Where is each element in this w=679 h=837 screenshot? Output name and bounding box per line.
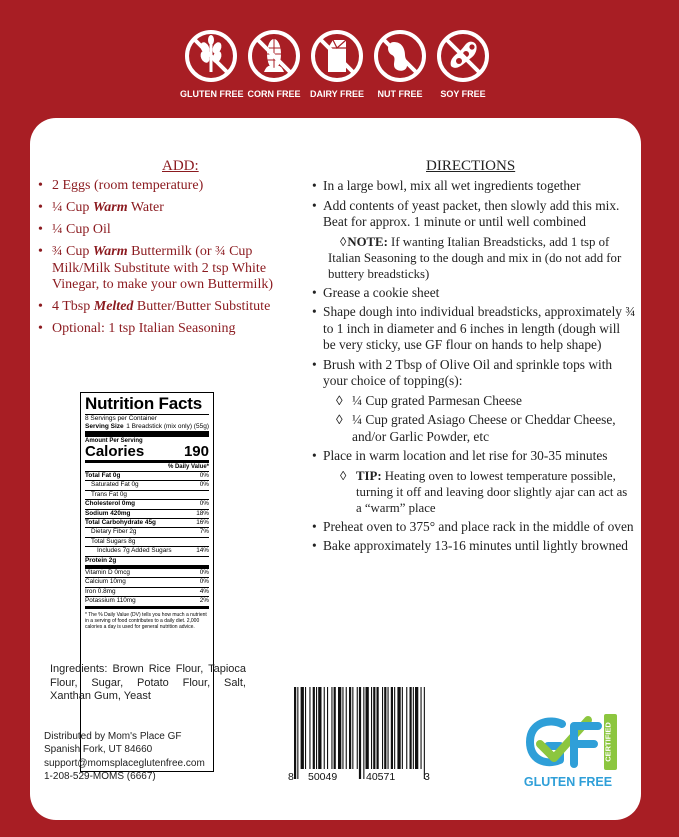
nutrient-row [85,519,209,528]
allergen-soy-free [432,28,494,99]
nutrient-row [85,597,209,608]
add-item-text: Butter/Butter Substitute [133,299,271,314]
add-item [38,299,293,316]
tip-label: TIP: [356,468,382,483]
direction-step: • Grease a cookie sheet [312,285,636,302]
gluten-free-caption: GLUTEN FREE [524,775,613,789]
label-card [30,118,641,820]
serving-size-label: Serving Size [85,423,124,430]
calories-label: Calories [85,443,145,460]
add-item-emphasis: Warm [92,200,128,215]
allergen-gluten-free [180,28,242,99]
nutrient-dv: 14% [196,547,209,555]
nutrient-dv: 4% [199,587,209,595]
nutrient-label: Sodium 420mg [85,509,131,517]
barcode-icon [286,687,434,803]
add-item-text: Buttermilk (or ¾ Cup Milk/Milk Substitute with 2 tsp White Vinegar, to make your own Buttermilk) [52,244,273,292]
amount-per-serving: Amount Per Serving [85,438,143,444]
nutrient-dv: 0% [199,569,209,577]
nutrient-label: Protein 2g [85,556,117,564]
nutrient-dv: 2% [199,597,209,605]
add-item [38,222,293,239]
distributor-email: support@momsplaceglutenfree.com [44,757,205,769]
allergen-icons-row [0,0,679,110]
corn-crossed-icon [246,28,302,84]
nutrient-label: Total Fat 0g [85,472,121,479]
tip-text: Heating oven to lowest temperature possible, turning it off and leaving door slightly ajar can act as a “warm” place [356,468,628,515]
topping-text: ¼ Cup grated Parmesan Cheese [352,392,522,408]
allergen-nut-free [369,28,431,99]
nutrient-label: Total Carbohydrate 45g [85,519,156,527]
note-text: If wanting Italian Breadsticks, add 1 tsp of Italian Seasoning to the dough and mix in (do not add for buttery breadsticks) [328,234,622,281]
add-item-text: 2 Eggs (room temperature) [52,178,204,193]
nutrient-row [85,588,209,597]
diamond-icon: ◊ [340,234,347,249]
add-item-text: Water [127,200,164,215]
topping-option [312,393,636,410]
serving-size [85,423,209,437]
nutrient-dv: 7% [199,528,209,536]
nutrient-dv: 16% [196,519,209,527]
add-item-text: Optional: 1 tsp Italian Seasoning [52,321,236,336]
distributor-info [44,730,264,783]
add-item-text: ¾ Cup [52,244,93,259]
note-label: NOTE: [347,234,388,249]
add-item [38,321,293,338]
nutrient-label: Potassium 110mg [85,597,136,605]
add-item-text: 4 Tbsp [52,299,94,314]
nutrient-row [85,528,209,537]
nutrient-row [85,557,209,569]
allergen-label: DAIRY FREE [309,89,364,99]
nutrient-label: Dietary Fiber 2g [91,528,137,536]
add-item [38,200,293,217]
directions-title: DIRECTIONS [426,158,516,174]
nutrient-row [85,569,209,578]
wheat-crossed-icon [183,28,239,84]
add-item [38,244,293,294]
add-item [38,178,293,195]
allergen-corn-free [243,28,305,99]
nutrient-row [85,547,209,556]
soybean-crossed-icon [435,28,491,84]
diamond-icon: ◊ [336,412,343,427]
nutrient-dv: 18% [196,509,209,517]
nutrient-dv: 0% [199,472,209,479]
nutrient-dv: 0% [199,500,209,508]
nutrient-row [85,538,209,547]
topping-text: ¼ Cup grated Asiago Cheese or Cheddar Cheese, and/or Garlic Powder, etc [352,412,616,444]
distributor-name: Distributed by Mom's Place GF [44,731,182,742]
allergen-label: SOY FREE [440,89,486,99]
direction-step: • In a large bowl, mix all wet ingredients together [312,178,636,195]
add-item-emphasis: Warm [92,244,128,259]
nutrient-dv: 0% [199,578,209,586]
direction-step: • Shape dough into individual breadsticks, approximately ¾ to 1 inch in diameter and 6 inches in length (dough will be very sticky, use GF flour on hands to help shape) [312,304,636,354]
ingredients-text: Ingredients: Brown Rice Flour, Tapioca Flour, Sugar, Potato Flour, Salt, Xanthan Gum, Yeast [50,663,246,702]
servings-per-container: 8 Servings per Container [85,414,209,423]
nutrient-label: Vitamin D 0mcg [85,569,130,577]
directions-list [312,178,636,558]
add-title: ADD: [162,158,199,174]
barcode-digit: 40571 [366,771,396,783]
allergen-dairy-free [306,28,368,99]
nutrient-row [85,510,209,519]
direction-step: • Preheat oven to 375° and place rack in the middle of oven [312,519,636,536]
add-item-emphasis: Melted [93,299,134,314]
gluten-free-certified-logo [524,714,624,792]
serving-size-value: 1 Breadstick (mix only) (55g) [126,423,209,430]
allergen-label: CORN FREE [247,89,301,99]
nutrient-label: Iron 0.8mg [85,587,116,595]
daily-value-header: % Daily Value* [85,463,209,472]
barcode-digit: 50049 [308,771,338,783]
allergen-label: GLUTEN FREE [180,89,244,99]
topping-option [312,412,636,445]
direction-step: • Bake approximately 13-16 minutes until lightly browned [312,538,636,555]
barcode-digit: 3 [424,771,430,783]
calories-value: 190 [183,443,209,460]
calories-row [85,444,209,463]
direction-note [312,234,636,282]
nutrient-row [85,500,209,509]
direction-step: • Add contents of yeast packet, then slowly add this mix. Beat for approx. 1 minute or until well combined [312,198,636,231]
distributor-address: Spanish Fork, UT 84660 [44,744,153,756]
nutrition-title: Nutrition Facts [85,394,202,413]
nutrient-label: Saturated Fat 0g [91,481,139,489]
diamond-icon: ◊ [336,392,343,408]
nutrient-label: Calcium 10mg [85,578,126,586]
direction-tip [312,468,636,516]
nutrient-row [85,472,209,481]
nutrient-label: Includes 7g Added Sugars [97,547,172,555]
diamond-icon: ◊ [340,468,347,483]
nutrient-row [85,481,209,490]
daily-value-footnote: * The % Daily Value (DV) tells you how much a nutrient in a serving of food contributes to a daily diet. 2,000 calories a day is used for general nutrition advice. [85,611,207,630]
add-item-text: ¼ Cup [52,200,93,215]
nutrient-label: Total Sugars 8g [91,537,136,545]
distributor-phone: 1-208-529-MOMS (6667) [44,770,156,782]
nutrient-row [85,578,209,587]
barcode-digit: 8 [288,771,294,783]
nutrient-label: Trans Fat 0g [91,490,127,498]
allergen-label: NUT FREE [377,89,423,99]
nutrient-label: Cholesterol 0mg [85,500,136,508]
nutrient-dv: 0% [199,481,209,489]
add-list [38,178,293,343]
milk-carton-crossed-icon [309,28,365,84]
add-item-text: ¼ Cup Oil [52,222,111,237]
nutrition-facts-panel [80,392,214,772]
nutrient-row [85,491,209,500]
certified-badge-text: CERTIFIED [603,722,613,762]
peanut-crossed-icon [372,28,428,84]
direction-step: • Place in warm location and let rise for 30-35 minutes [312,448,636,465]
direction-step: • Brush with 2 Tbsp of Olive Oil and sprinkle tops with your choice of topping(s): [312,357,636,390]
